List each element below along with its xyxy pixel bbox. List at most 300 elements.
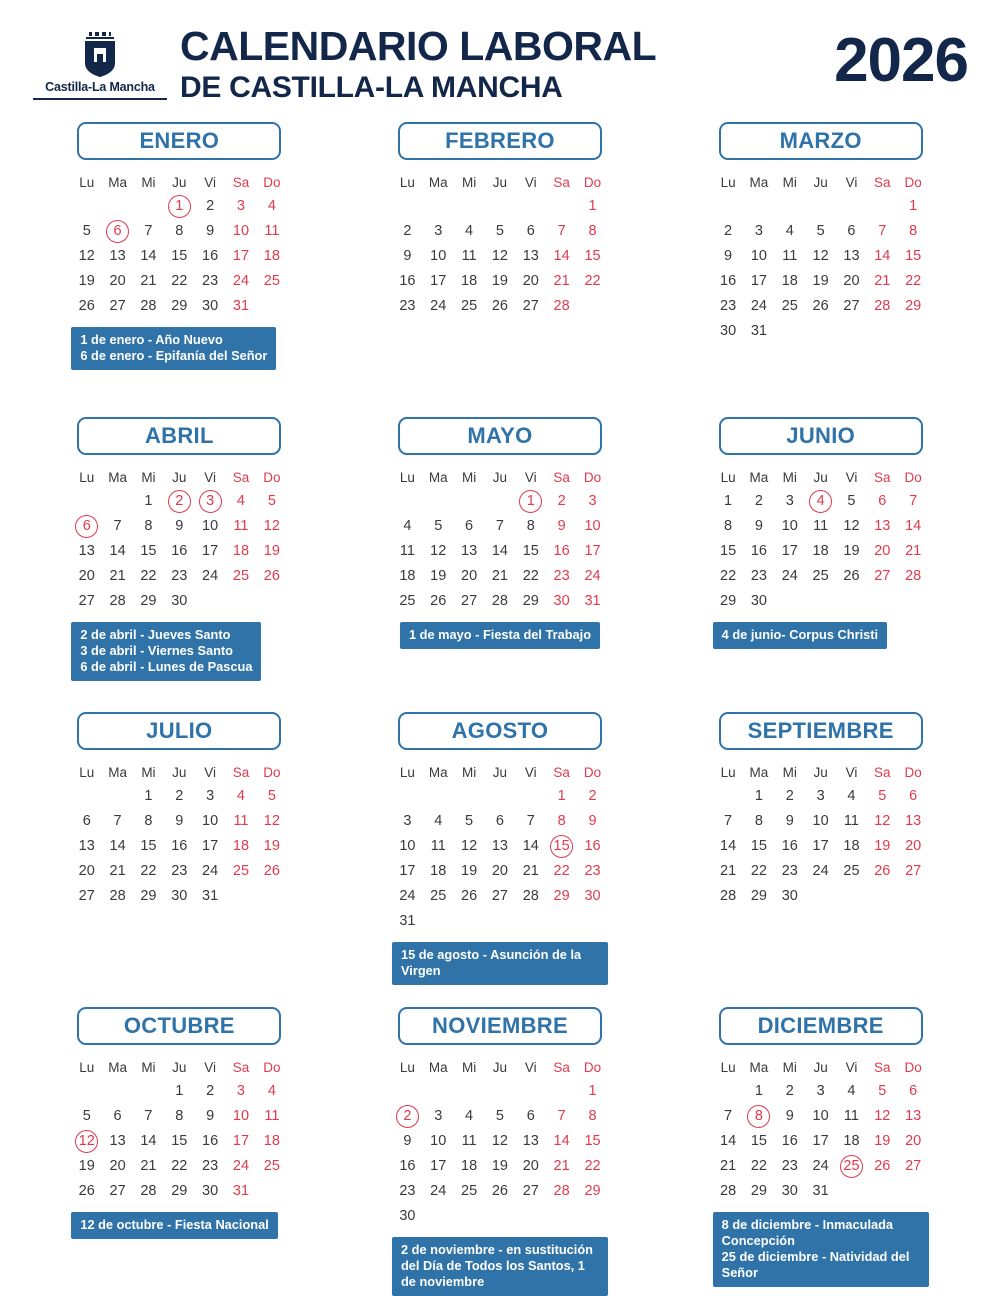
- day-number: 12: [843, 518, 860, 534]
- day-number: 14: [109, 543, 126, 559]
- day-number: 9: [206, 223, 215, 239]
- day-cell: [898, 1154, 929, 1179]
- week-row: [71, 489, 287, 514]
- day-cell-empty: [515, 1079, 546, 1104]
- holiday-notes: [71, 622, 261, 681]
- month-name: AGOSTO: [451, 718, 549, 743]
- day-number: 28: [491, 593, 508, 609]
- day-cell: [454, 834, 485, 859]
- day-number: 27: [461, 593, 478, 609]
- day-cell: [423, 809, 454, 834]
- week-row: [392, 784, 608, 809]
- day-number: 4: [267, 198, 276, 214]
- day-number: 7: [113, 518, 122, 534]
- weekday-header: Do: [263, 470, 281, 485]
- holiday-note-line: 6 de enero - Epifanía del Señor: [80, 348, 268, 363]
- day-cell: [423, 564, 454, 589]
- week-row: [713, 589, 929, 614]
- day-cell: [164, 1154, 195, 1179]
- day-number: 11: [264, 223, 280, 239]
- day-number: 8: [909, 223, 918, 239]
- week-row: [713, 319, 929, 344]
- weekday-header: Lu: [720, 175, 736, 190]
- day-number: 6: [878, 493, 887, 509]
- weekday-header: Do: [583, 470, 602, 485]
- day-number: 18: [232, 543, 250, 559]
- day-cell: [392, 564, 423, 589]
- day-number: 28: [522, 888, 539, 904]
- day-number: 31: [750, 323, 767, 339]
- day-number: 31: [399, 913, 416, 929]
- day-cell: [195, 1079, 226, 1104]
- day-number: 27: [522, 298, 539, 314]
- day-number: 30: [584, 888, 601, 904]
- day-number: 1: [144, 788, 153, 804]
- day-cell: [133, 269, 164, 294]
- weekday-header: Vi: [524, 175, 537, 190]
- day-cell: [805, 539, 836, 564]
- day-cell: [195, 244, 226, 269]
- day-number: 21: [720, 863, 737, 879]
- day-cell: [71, 809, 102, 834]
- day-cell: [195, 1154, 226, 1179]
- month-block: [665, 411, 976, 706]
- day-number: 18: [461, 273, 478, 289]
- day-number: 20: [843, 273, 860, 289]
- month-block: [345, 706, 656, 1001]
- day-number: 11: [264, 1108, 280, 1124]
- day-cell: [485, 1129, 516, 1154]
- weekday-header: Sa: [232, 1060, 250, 1075]
- day-number: 12: [263, 813, 280, 829]
- day-cell: [195, 884, 226, 909]
- day-number: 28: [553, 298, 570, 314]
- day-cell-empty: [423, 194, 454, 219]
- day-number: 29: [750, 1183, 767, 1199]
- week-row: [713, 1179, 929, 1204]
- day-number: 28: [553, 1183, 570, 1199]
- day-number: 15: [584, 248, 601, 264]
- day-cell: [392, 269, 423, 294]
- day-cell: [226, 809, 257, 834]
- day-number: 29: [905, 298, 922, 314]
- day-number: 1: [724, 493, 733, 509]
- month-block: [24, 411, 335, 706]
- month-table: [71, 174, 287, 319]
- day-number: 13: [874, 518, 891, 534]
- weekday-header: Vi: [524, 470, 537, 485]
- day-cell: [71, 859, 102, 884]
- month-inner: [71, 764, 287, 909]
- day-number: 4: [434, 813, 443, 829]
- day-cell-empty: [713, 194, 744, 219]
- day-number: 3: [785, 493, 794, 509]
- day-number: 4: [785, 223, 794, 239]
- week-row: [392, 489, 608, 514]
- day-cell-empty: [515, 194, 546, 219]
- day-cell-empty: [546, 194, 577, 219]
- day-number: 24: [430, 1183, 447, 1199]
- day-cell: [515, 294, 546, 319]
- day-cell: [546, 1154, 577, 1179]
- weekday-header: Ju: [813, 765, 828, 780]
- day-number: 29: [171, 1183, 188, 1199]
- day-number: 1: [909, 198, 918, 214]
- castilla-la-mancha-logo: [34, 28, 166, 100]
- day-number: 18: [263, 1133, 280, 1149]
- day-cell: [805, 244, 836, 269]
- month-name: ABRIL: [144, 423, 214, 448]
- day-cell: [774, 884, 805, 909]
- day-number: 20: [905, 1133, 922, 1149]
- week-row: [713, 884, 929, 909]
- weekday-header: Ju: [492, 175, 508, 190]
- day-number: 14: [720, 1133, 737, 1149]
- weekday-header: Mi: [141, 1060, 156, 1075]
- day-number: 14: [140, 1133, 157, 1149]
- day-cell: [515, 1179, 546, 1204]
- day-cell: [744, 539, 775, 564]
- day-cell: [71, 1104, 102, 1129]
- day-number: 30: [202, 298, 219, 314]
- day-cell: [133, 539, 164, 564]
- day-cell: [256, 539, 287, 564]
- day-cell: [577, 1079, 608, 1104]
- day-cell: [485, 219, 516, 244]
- week-row: [71, 564, 287, 589]
- holiday-note-line: 3 de abril - Viernes Santo: [80, 643, 233, 658]
- day-cell-empty: [485, 489, 516, 514]
- day-cell: [774, 784, 805, 809]
- day-cell-empty: [546, 1204, 577, 1229]
- day-cell: [164, 589, 195, 614]
- day-cell: [713, 1104, 744, 1129]
- day-number: 31: [584, 593, 601, 609]
- week-row: [71, 859, 287, 884]
- day-cell: [577, 269, 608, 294]
- day-cell: [256, 194, 287, 219]
- day-cell: [898, 784, 929, 809]
- day-cell: [805, 809, 836, 834]
- day-number: 22: [522, 568, 539, 584]
- day-cell: [867, 1129, 898, 1154]
- day-cell: [392, 1179, 423, 1204]
- day-number: 17: [399, 863, 416, 879]
- day-number: 14: [553, 1133, 570, 1149]
- month-table: [713, 764, 929, 909]
- day-cell: [164, 1104, 195, 1129]
- week-row: [392, 1079, 608, 1104]
- day-number: 5: [267, 788, 276, 804]
- day-cell-empty: [577, 1204, 608, 1229]
- weekday-header: Do: [904, 1060, 922, 1075]
- day-number: 3: [236, 198, 245, 214]
- day-cell-empty: [423, 489, 454, 514]
- day-number: 2: [206, 1083, 215, 1099]
- day-cell: [392, 514, 423, 539]
- day-cell: [546, 1179, 577, 1204]
- day-number: 13: [905, 1108, 922, 1124]
- day-cell: [133, 589, 164, 614]
- day-cell: [867, 294, 898, 319]
- day-cell: [713, 269, 744, 294]
- day-number: 2: [754, 493, 763, 509]
- page-header: [24, 18, 976, 110]
- day-cell: [867, 834, 898, 859]
- day-cell: [71, 884, 102, 909]
- day-cell-empty: [454, 194, 485, 219]
- day-number: 17: [202, 838, 219, 854]
- day-number: 20: [78, 863, 95, 879]
- day-cell: [423, 244, 454, 269]
- day-cell: [485, 1179, 516, 1204]
- day-cell: [256, 489, 287, 514]
- day-number: 13: [905, 813, 922, 829]
- day-number: 11: [813, 518, 829, 534]
- day-number: 26: [874, 1158, 891, 1174]
- weekday-header: Lu: [79, 470, 95, 485]
- day-number: 14: [140, 248, 157, 264]
- day-cell: [226, 1079, 257, 1104]
- day-cell: [71, 294, 102, 319]
- day-number: 27: [491, 888, 508, 904]
- day-cell: [515, 834, 546, 859]
- day-number: 2: [168, 490, 191, 513]
- day-number: 13: [522, 1133, 539, 1149]
- day-number: 30: [781, 1183, 798, 1199]
- day-cell: [836, 269, 867, 294]
- weekday-header: Sa: [232, 765, 250, 780]
- day-number: 21: [140, 1158, 157, 1174]
- day-number: 27: [874, 568, 891, 584]
- day-number: 10: [750, 248, 767, 264]
- day-cell: [713, 539, 744, 564]
- day-number: 6: [909, 788, 918, 804]
- day-cell: [836, 489, 867, 514]
- day-cell: [805, 269, 836, 294]
- day-number: 5: [495, 1108, 504, 1124]
- day-cell: [577, 564, 608, 589]
- day-cell: [423, 514, 454, 539]
- day-cell-empty: [485, 1079, 516, 1104]
- day-number: 18: [843, 838, 860, 854]
- week-row: [71, 194, 287, 219]
- day-cell: [164, 834, 195, 859]
- day-cell: [577, 1129, 608, 1154]
- day-cell: [423, 1104, 454, 1129]
- day-cell: [454, 244, 485, 269]
- day-cell: [71, 244, 102, 269]
- day-cell: [133, 514, 164, 539]
- day-number: 25: [812, 568, 829, 584]
- day-cell: [546, 219, 577, 244]
- day-cell-empty: [805, 319, 836, 344]
- weekday-header: Lu: [720, 765, 736, 780]
- day-cell: [485, 244, 516, 269]
- day-cell: [774, 809, 805, 834]
- day-number: 22: [584, 273, 601, 289]
- day-cell: [713, 294, 744, 319]
- day-cell: [898, 514, 929, 539]
- day-cell: [515, 589, 546, 614]
- day-cell: [713, 1129, 744, 1154]
- month-name-box: [398, 417, 602, 455]
- day-cell: [133, 859, 164, 884]
- month-inner: [713, 1059, 929, 1287]
- day-number: 12: [874, 1108, 891, 1124]
- day-cell: [392, 1204, 423, 1229]
- week-row: [71, 1154, 287, 1179]
- day-cell: [546, 589, 577, 614]
- day-cell: [485, 589, 516, 614]
- day-cell-empty: [805, 194, 836, 219]
- day-cell-holiday: [71, 1129, 102, 1154]
- day-number: 27: [78, 888, 95, 904]
- day-number: 21: [905, 543, 922, 559]
- day-cell: [577, 219, 608, 244]
- day-cell: [774, 219, 805, 244]
- day-number: 8: [144, 813, 153, 829]
- weekday-header: Ju: [492, 765, 508, 780]
- day-cell: [836, 244, 867, 269]
- day-cell-empty: [423, 1204, 454, 1229]
- day-cell: [423, 219, 454, 244]
- day-number: 12: [78, 248, 95, 264]
- day-number: 5: [82, 1108, 91, 1124]
- day-number: 7: [526, 813, 535, 829]
- day-cell-empty: [836, 194, 867, 219]
- day-cell: [195, 834, 226, 859]
- week-row: [713, 244, 929, 269]
- day-cell-empty: [898, 884, 929, 909]
- day-cell: [713, 489, 744, 514]
- month-name-box: [77, 122, 281, 160]
- day-cell-holiday: [102, 219, 133, 244]
- day-cell: [71, 219, 102, 244]
- month-block: [345, 1001, 656, 1296]
- day-cell: [836, 834, 867, 859]
- day-number: 21: [522, 863, 539, 879]
- day-number: 24: [781, 568, 798, 584]
- day-cell: [195, 1129, 226, 1154]
- day-cell: [898, 269, 929, 294]
- day-cell-empty: [485, 1204, 516, 1229]
- day-number: 25: [232, 863, 250, 879]
- month-name: NOVIEMBRE: [432, 1013, 568, 1038]
- day-number: 4: [465, 1108, 474, 1124]
- weekday-header: Sa: [874, 470, 891, 485]
- weekday-header: Do: [263, 1060, 281, 1075]
- year-label: 2026: [834, 25, 968, 95]
- day-number: 25: [263, 1158, 280, 1174]
- day-number: 25: [399, 593, 416, 609]
- day-cell-holiday: [836, 1154, 867, 1179]
- month-name-box: [77, 712, 281, 750]
- day-number: 13: [109, 1133, 126, 1149]
- week-row: [392, 219, 608, 244]
- day-number: 16: [202, 1133, 219, 1149]
- day-cell: [577, 194, 608, 219]
- day-cell-empty: [898, 1179, 929, 1204]
- day-number: 27: [522, 1183, 539, 1199]
- week-row: [713, 834, 929, 859]
- day-cell: [744, 489, 775, 514]
- day-number: 19: [874, 838, 891, 854]
- day-cell: [577, 1179, 608, 1204]
- week-row: [713, 514, 929, 539]
- day-cell: [392, 909, 423, 934]
- day-cell: [164, 514, 195, 539]
- day-cell: [546, 244, 577, 269]
- holiday-note-line: 12 de octubre - Fiesta Nacional: [80, 1217, 269, 1232]
- day-number: 9: [785, 1108, 794, 1124]
- day-cell: [546, 539, 577, 564]
- weekday-header: Mi: [461, 470, 477, 485]
- day-cell: [102, 589, 133, 614]
- day-number: 20: [109, 273, 126, 289]
- day-number: 24: [202, 863, 219, 879]
- day-cell: [102, 539, 133, 564]
- day-cell: [392, 589, 423, 614]
- day-cell-empty: [102, 489, 133, 514]
- day-cell: [546, 294, 577, 319]
- day-number: 7: [878, 223, 887, 239]
- day-number: 24: [399, 888, 416, 904]
- day-cell: [392, 294, 423, 319]
- weekday-header: Mi: [141, 175, 156, 190]
- day-number: 1: [588, 1083, 597, 1099]
- weekday-header: Mi: [461, 765, 477, 780]
- day-number: 26: [263, 863, 280, 879]
- day-number: 18: [812, 543, 829, 559]
- day-cell: [195, 1179, 226, 1204]
- day-number: 19: [263, 543, 280, 559]
- day-number: 17: [584, 543, 601, 559]
- holiday-note-line: 2 de abril - Jueves Santo: [80, 627, 231, 642]
- day-cell-empty: [836, 884, 867, 909]
- day-number: 6: [495, 813, 504, 829]
- day-cell: [454, 1179, 485, 1204]
- day-number: 9: [557, 518, 566, 534]
- day-cell: [744, 834, 775, 859]
- day-number: 4: [403, 518, 412, 534]
- day-cell: [898, 194, 929, 219]
- day-number: 5: [82, 223, 91, 239]
- day-cell: [713, 319, 744, 344]
- day-number: 12: [461, 838, 478, 854]
- weekday-header: Sa: [553, 175, 570, 190]
- day-cell-empty: [454, 1204, 485, 1229]
- title-primary: CALENDARIO LABORAL: [180, 22, 657, 69]
- day-number: 29: [750, 888, 767, 904]
- day-number: 7: [113, 813, 122, 829]
- day-number: 18: [430, 863, 447, 879]
- day-cell: [423, 859, 454, 884]
- day-cell: [836, 1079, 867, 1104]
- day-number: 1: [175, 1083, 184, 1099]
- month-inner: [71, 1059, 287, 1239]
- day-cell: [744, 859, 775, 884]
- weekday-header: Do: [263, 765, 281, 780]
- week-row: [392, 834, 608, 859]
- day-cell: [423, 834, 454, 859]
- holiday-note-line: 1 de mayo - Fiesta del Trabajo: [408, 627, 592, 642]
- day-cell: [744, 514, 775, 539]
- weekday-header: Lu: [79, 1060, 95, 1075]
- weekday-header: Ma: [428, 175, 448, 190]
- day-number: 15: [584, 1133, 601, 1149]
- day-number: 3: [206, 788, 215, 804]
